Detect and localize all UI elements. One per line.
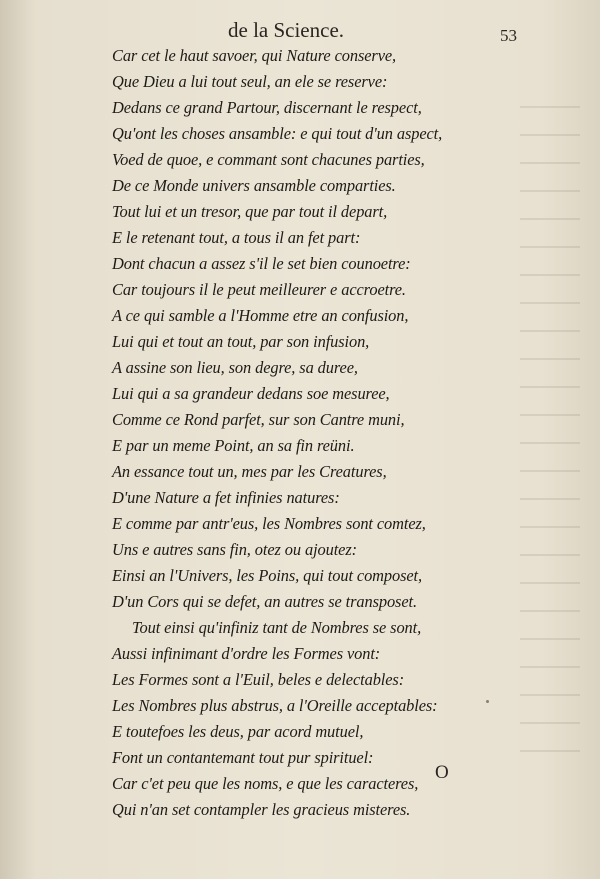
verse-line: D'un Cors qui se defet, an autres se transposet.: [112, 592, 417, 611]
verse-line: Lui qui a sa grandeur dedans soe mesuree,: [112, 384, 390, 403]
show-through-text: [520, 80, 590, 720]
verse-line: Uns e autres sans fin, otez ou ajoutez:: [112, 540, 357, 559]
verse-line: An essance tout un, mes par les Creatures,: [112, 462, 387, 481]
verse-line: Font un contantemant tout pur spirituel:: [112, 748, 374, 767]
verse-line: E le retenant tout, a tous il an fet part:: [112, 228, 361, 247]
verse-line: Les Formes sont a l'Euil, beles e delectables:: [112, 670, 405, 689]
verse-line: E par un meme Point, an sa fin reüni.: [112, 436, 355, 455]
verse-line: Aussi infinimant d'ordre les Formes vont:: [112, 644, 381, 663]
verse-line: D'une Nature a fet infinies natures:: [112, 488, 340, 507]
verse-line: A ce qui samble a l'Homme etre an confusion,: [112, 306, 409, 325]
verse-line: Car cet le haut savoer, qui Nature conserve,: [112, 46, 397, 65]
verse-line: Car toujours il le peut meilleurer e accroetre.: [112, 280, 406, 299]
verse-line: Tout lui et un tresor, que par tout il depart,: [112, 202, 388, 221]
verse-line: Car c'et peu que les noms, e que les caracteres,: [112, 774, 419, 793]
verse-line: Qu'ont les choses ansamble: e qui tout d'un aspect,: [112, 124, 443, 143]
page-header: [0, 14, 600, 44]
verse-line: Einsi an l'Univers, les Poins, qui tout composet,: [112, 566, 423, 585]
verse-line: Dont chacun a assez s'il le set bien counoetre:: [112, 254, 411, 273]
running-title: de la Science.: [228, 18, 345, 42]
verse-line: E toutefoes les deus, par acord mutuel,: [112, 722, 364, 741]
verse-line: E comme par antr'eus, les Nombres sont comtez,: [112, 514, 426, 533]
verse-line: Voed de quoe, e commant sont chacunes parties,: [112, 150, 425, 169]
verse-line: Tout einsi qu'infiniz tant de Nombres se sont,: [132, 618, 422, 637]
verse-line: Lui qui et tout an tout, par son infusion,: [112, 332, 370, 351]
signature-mark: O: [435, 762, 449, 783]
verse-line: A assine son lieu, son degre, sa duree,: [112, 358, 358, 377]
verse-line: De ce Monde univers ansamble comparties.: [112, 176, 396, 195]
page-number: 53: [500, 26, 517, 45]
verse-line: Comme ce Rond parfet, sur son Cantre muni,: [112, 410, 405, 429]
verse-line: Les Nombres plus abstrus, a l'Oreille acceptables:: [112, 696, 438, 715]
ink-speck: [486, 700, 489, 703]
verse-line: Dedans ce grand Partour, discernant le respect,: [112, 98, 422, 117]
verse-line: Qui n'an set contampler les gracieus misteres.: [112, 800, 411, 819]
verse-line: Que Dieu a lui tout seul, an ele se reserve:: [112, 72, 388, 91]
